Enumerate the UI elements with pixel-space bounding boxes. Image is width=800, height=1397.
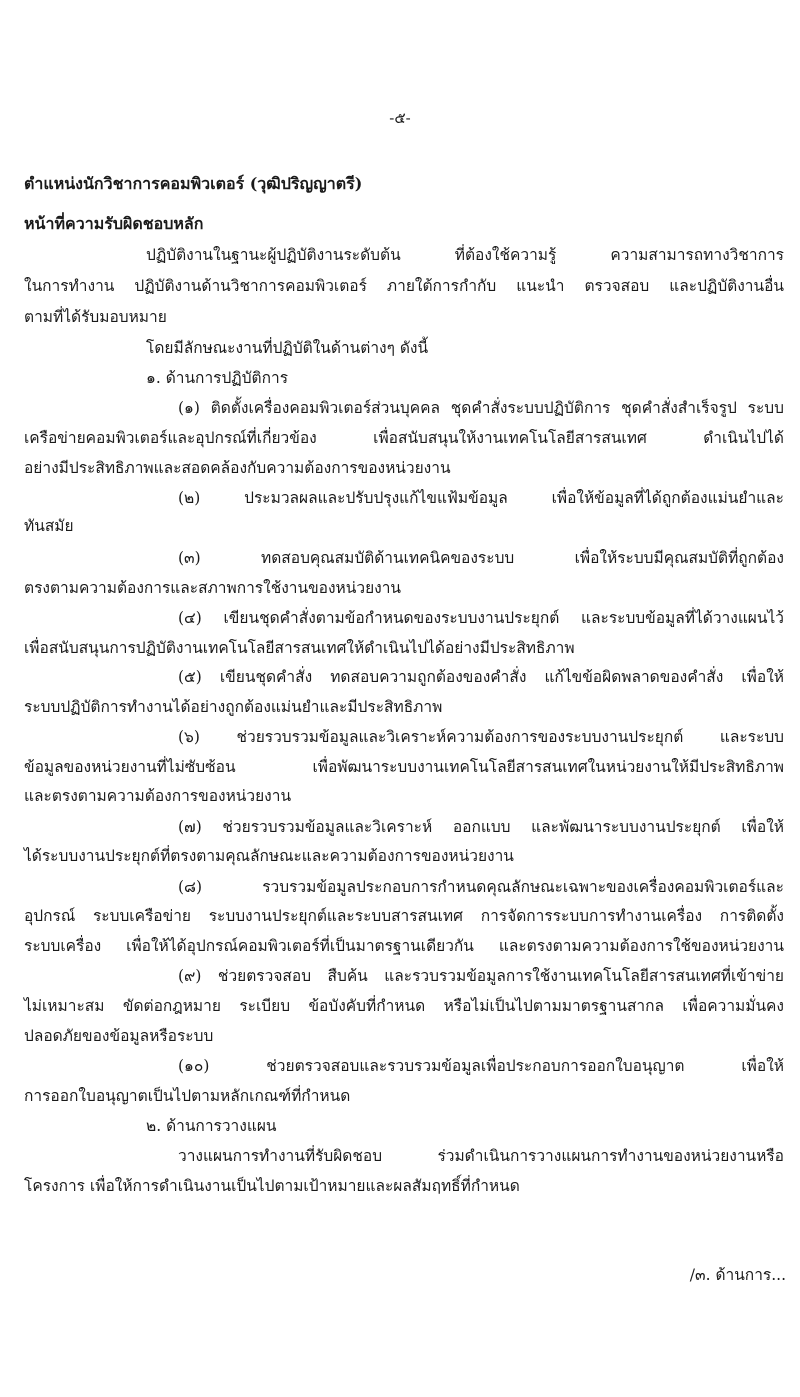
duty-item-6: (๖) ช่วยรวบรวมข้อมูลและวิเคราะห์ความต้องการของระบบงานประยุกต์ และระบบ xyxy=(178,728,784,746)
duty-item-10-cont: การออกใบอนุญาตเป็นไปตามหลักเกณฑ์ที่กำหนด xyxy=(24,1087,351,1105)
duty-item-6-cont: ข้อมูลของหน่วยงานที่ไม่ซับซ้อน เพื่อพัฒนาระบบงานเทคโนโลยีสารสนเทศในหน่วยงานให้มีประสิทธิภาพ xyxy=(24,758,784,776)
duty-item-4-cont: เพื่อสนับสนุนการปฏิบัติงานเทคโนโลยีสารสนเทศให้ดำเนินไปได้อย่างมีประสิทธิภาพ xyxy=(24,639,575,657)
duty-item-6-cont: และตรงตามความต้องการของหน่วยงาน xyxy=(24,787,292,805)
duty-item-4: (๔) เขียนชุดคำสั่งตามข้อกำหนดของระบบงานประยุกต์ และระบบข้อมูลที่ได้วางแผนไว้ xyxy=(178,609,784,627)
duty-item-2: (๒) ประมวลผลและปรับปรุงแก้ไขแฟ้มข้อมูล เพื่อให้ข้อมูลที่ได้ถูกต้องแม่นยำและ xyxy=(178,489,784,507)
duty-item-5: (๕) เขียนชุดคำสั่ง ทดสอบความถูกต้องของคำสั่ง แก้ไขข้อผิดพลาดของคำสั่ง เพื่อให้ xyxy=(178,668,784,686)
intro-line: ตามที่ได้รับมอบหมาย xyxy=(24,308,167,326)
intro-line: ปฏิบัติงานในฐานะผู้ปฏิบัติงานระดับต้น ที่ต้องใช้ความรู้ ความสามารถทางวิชาการ xyxy=(146,246,784,264)
section-1-title: ๑. ด้านการปฏิบัติการ xyxy=(146,369,289,387)
duty-item-10: (๑๐) ช่วยตรวจสอบและรวบรวมข้อมูลเพื่อประกอบการออกใบอนุญาต เพื่อให้ xyxy=(178,1057,784,1075)
duty-item-9-cont: ไม่เหมาะสม ขัดต่อกฎหมาย ระเบียบ ข้อบังคับที่กำหนด หรือไม่เป็นไปตามมาตรฐานสากล เพื่อความมั่นคง xyxy=(24,997,784,1015)
duty-item-2-cont: ทันสมัย xyxy=(24,517,74,535)
duty-item-1: (๑) ติดตั้งเครื่องคอมพิวเตอร์ส่วนบุคคล ชุดคำสั่งระบบปฏิบัติการ ชุดคำสั่งสำเร็จรูป ระบบ xyxy=(178,399,784,417)
duty-item-7: (๗) ช่วยรวบรวมข้อมูลและวิเคราะห์ ออกแบบ และพัฒนาระบบงานประยุกต์ เพื่อให้ xyxy=(178,818,784,836)
planning-line: วางแผนการทำงานที่รับผิดชอบ ร่วมดำเนินการวางแผนการทำงานของหน่วยงานหรือ xyxy=(178,1147,784,1165)
position-title: ตำแหน่งนักวิชาการคอมพิวเตอร์ (วุฒิปริญญาตรี) xyxy=(24,174,363,193)
continuation-note: /๓. ด้านการ... xyxy=(689,1266,786,1284)
duty-item-7-cont: ได้ระบบงานประยุกต์ที่ตรงตามคุณลักษณะและความต้องการของหน่วยงาน xyxy=(24,847,514,865)
duty-item-8-cont: ระบบเครื่อง เพื่อให้ได้อุปกรณ์คอมพิวเตอร์ที่เป็นมาตรฐานเดียวกัน และตรงตามความต้องการใช้ของหน่วยงาน xyxy=(24,937,784,955)
duty-item-3-cont: ตรงตามความต้องการและสภาพการใช้งานของหน่วยงาน xyxy=(24,579,402,597)
duty-item-5-cont: ระบบปฏิบัติการทำงานได้อย่างถูกต้องแม่นยำและมีประสิทธิภาพ xyxy=(24,698,443,716)
duty-heading: หน้าที่ความรับผิดชอบหลัก xyxy=(24,214,204,233)
duty-item-8-cont: อุปกรณ์ ระบบเครือข่าย ระบบงานประยุกต์และระบบสารสนเทศ การจัดการระบบการทำงานเครื่อง การติดตั้ง xyxy=(24,907,784,925)
planning-line: โครงการ เพื่อให้การดำเนินงานเป็นไปตามเป้าหมายและผลสัมฤทธิ์ที่กำหนด xyxy=(24,1177,520,1195)
duty-item-1-cont: เครือข่ายคอมพิวเตอร์และอุปกรณ์ที่เกี่ยวข้อง เพื่อสนับสนุนให้งานเทคโนโลยีสารสนเทศ ดำเนินไปได้ xyxy=(24,429,784,447)
duty-item-9-cont: ปลอดภัยของข้อมูลหรือระบบ xyxy=(24,1027,214,1045)
intro-line: ในการทำงาน ปฏิบัติงานด้านวิชาการคอมพิวเตอร์ ภายใต้การกำกับ แนะนำ ตรวจสอบ และปฏิบัติงานอื่น xyxy=(24,277,784,295)
duty-item-1-cont: อย่างมีประสิทธิภาพและสอดคล้องกับความต้องการของหน่วยงาน xyxy=(24,459,451,477)
duty-item-8: (๘) รวบรวมข้อมูลประกอบการกำหนดคุณลักษณะเฉพาะของเครื่องคอมพิวเตอร์และ xyxy=(178,878,784,896)
duty-item-3: (๓) ทดสอบคุณสมบัติด้านเทคนิคของระบบ เพื่อให้ระบบมีคุณสมบัติที่ถูกต้อง xyxy=(178,549,784,567)
duty-item-9: (๙) ช่วยตรวจสอบ สืบค้น และรวบรวมข้อมูลการใช้งานเทคโนโลยีสารสนเทศที่เข้าข่าย xyxy=(178,967,784,985)
intro-line: โดยมีลักษณะงานที่ปฏิบัติในด้านต่างๆ ดังนี้ xyxy=(146,339,429,357)
page-number: -๕- xyxy=(389,109,411,127)
section-2-title: ๒. ด้านการวางแผน xyxy=(146,1117,277,1135)
